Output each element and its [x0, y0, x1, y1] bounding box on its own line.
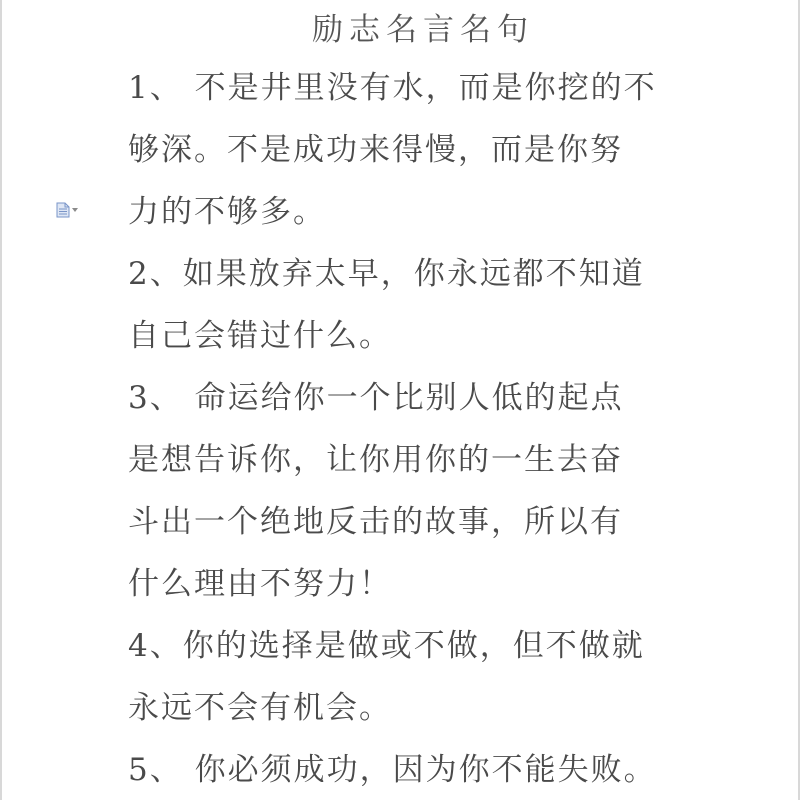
document-page: [128, 0, 688, 800]
text-line: 3、 命运给你一个比别人低的起点: [128, 380, 624, 416]
text-line: 永远不会有机会。: [128, 690, 392, 726]
text-line: 是想告诉你，让你用你的一生去奋: [128, 442, 623, 478]
text-line: 4、你的选择是做或不做，但不做就: [128, 628, 645, 664]
text-line: 够深。不是成功来得慢，而是你努: [128, 132, 623, 168]
text-line: 力的不够多。: [128, 194, 326, 230]
text-line: 斗出一个绝地反击的故事，所以有: [128, 504, 623, 540]
text-line: 自己会错过什么。: [128, 318, 392, 354]
text-line: 1、 不是井里没有水，而是你挖的不: [128, 70, 657, 106]
text-line: 5、 你必须成功，因为你不能失败。: [128, 752, 657, 788]
paragraph-marker-button[interactable]: [56, 201, 82, 219]
page-title: 励志名言名句: [312, 12, 534, 48]
text-line: 什么理由不努力！: [128, 566, 392, 602]
document-paragraph-icon: [56, 202, 70, 218]
text-line: 2、如果放弃太早，你永远都不知道: [128, 256, 645, 292]
chevron-down-icon: [72, 208, 78, 212]
page-edge-left: [0, 0, 2, 800]
